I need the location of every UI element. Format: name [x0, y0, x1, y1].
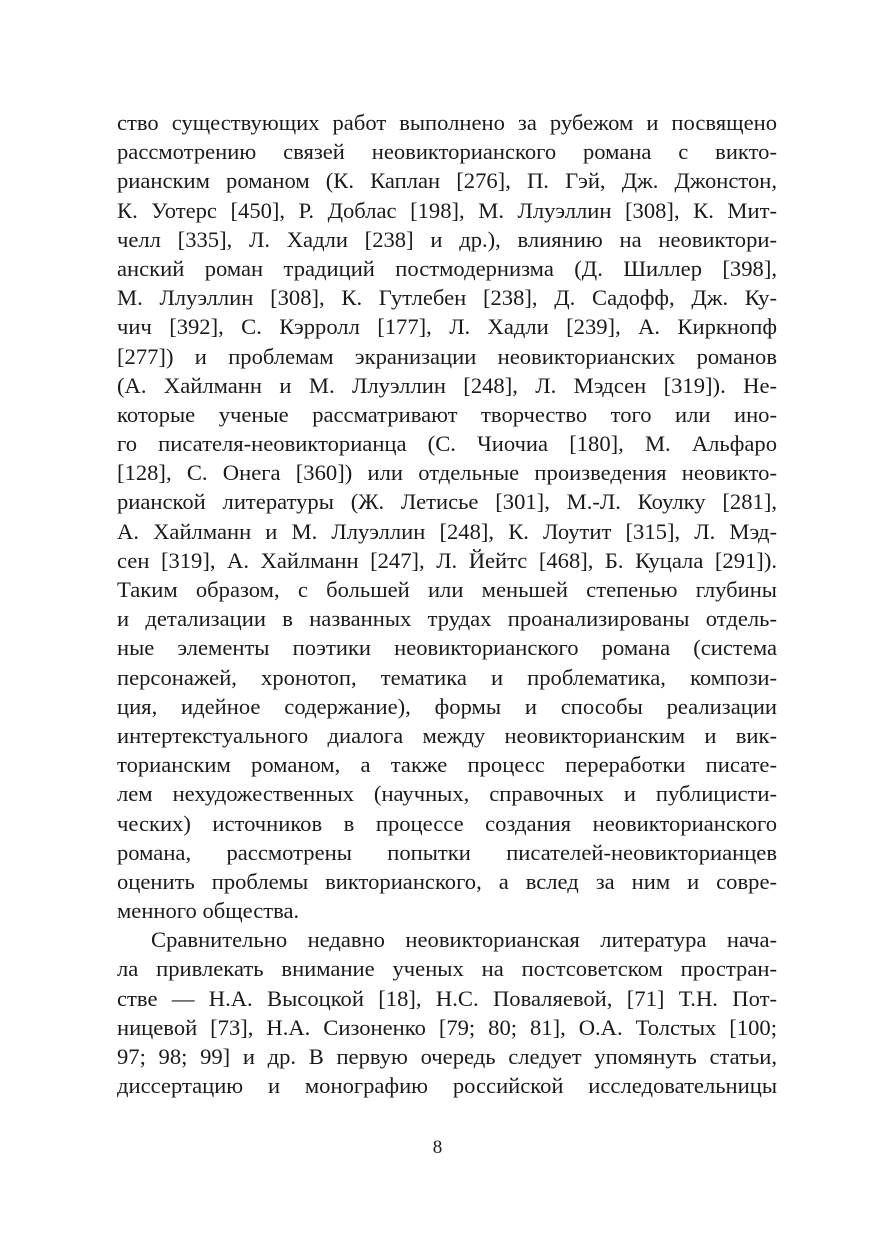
text-line: М. Ллуэллин [308], К. Гутлебен [238], Д. Садофф, Дж. Ку- — [117, 285, 777, 311]
text-line: чич [392], С. Кэрролл [177], Л. Хадли [239], А. Киркнопф — [117, 314, 777, 340]
text-line: рианской литературы (Ж. Летисье [301], М.-Л. Коулку [281], — [117, 489, 777, 515]
page-number: 8 — [432, 1137, 443, 1158]
text-line: ницевой [73], Н.А. Сизоненко [79; 80; 81], О.А. Толстых [100; — [117, 1014, 777, 1040]
text-line: которые ученые рассматривают творчество того или ино- — [117, 401, 777, 427]
text-line: Сравнительно недавно неовикторианская литература нача- — [151, 927, 777, 953]
text-line: челл [335], Л. Хадли [238] и др.), влиянию на неовиктори- — [117, 226, 777, 252]
text-line: и детализации в названных трудах проанализированы отдель- — [117, 606, 777, 632]
text-line: А. Хайлманн и М. Ллуэллин [248], К. Лоутит [315], Л. Мэд- — [117, 518, 777, 544]
text-line: ция, идейное содержание), формы и способы реализации — [117, 693, 777, 719]
text-line: [277]) и проблемам экранизации неовикторианских романов — [117, 343, 777, 369]
text-line: ство существующих работ выполнено за рубежом и посвящено — [117, 110, 777, 135]
text-line: лем нехудожественных (научных, справочных и публицисти- — [117, 781, 777, 807]
text-line: (А. Хайлманн и М. Ллуэллин [248], Л. Мэдсен [319]). Не- — [117, 372, 777, 398]
text-line: ные элементы поэтики неовикторианского романа (система — [117, 635, 777, 661]
paragraph-2 — [117, 925, 777, 1100]
text-line: романа, рассмотрены попытки писателей-неовикторианцев — [117, 839, 777, 865]
text-line: сен [319], А. Хайлманн [247], Л. Йейтс [468], Б. Куцала [291]). — [117, 547, 777, 573]
body-text — [117, 108, 777, 1100]
text-line: ла привлекать внимание ученых на постсоветском простран- — [117, 956, 777, 982]
text-line: интертекстуального диалога между неовикторианским и вик- — [117, 722, 777, 748]
paragraph-1 — [117, 108, 777, 925]
text-line: оценить проблемы викторианского, а вслед за ним и совре- — [117, 868, 777, 894]
text-line: [128], С. Онега [360]) или отдельные произведения неовикто- — [117, 460, 777, 486]
text-line: менного общества. — [117, 898, 300, 924]
text-line: торианским романом, а также процесс переработки писате- — [117, 752, 777, 778]
text-line: рианским романом (К. Каплан [276], П. Гэй, Дж. Джонстон, — [117, 168, 777, 194]
text-line: диссертацию и монографию российской исследовательницы — [117, 1073, 777, 1099]
text-line: Таким образом, с большей или меньшей степенью глубины — [117, 577, 777, 602]
text-line: го писателя-неовикторианца (С. Чиочиа [180], М. Альфаро — [117, 431, 777, 457]
text-line: стве — Н.А. Высоцкой [18], Н.С. Поваляевой, [71] Т.Н. Пот- — [117, 985, 777, 1011]
text-line: анский роман традиций постмодернизма (Д. Шиллер [398], — [117, 255, 777, 281]
text-line: К. Уотерс [450], Р. Доблас [198], М. Ллуэллин [308], К. Мит- — [117, 197, 777, 223]
text-line: рассмотрению связей неовикторианского романа с викто- — [117, 139, 777, 165]
text-line: ческих) источников в процессе создания неовикторианского — [117, 810, 777, 836]
text-line: персонажей, хронотоп, тематика и проблематика, компози- — [117, 664, 777, 690]
text-line: 97; 98; 99] и др. В первую очередь следует упомянуть статьи, — [117, 1044, 777, 1069]
